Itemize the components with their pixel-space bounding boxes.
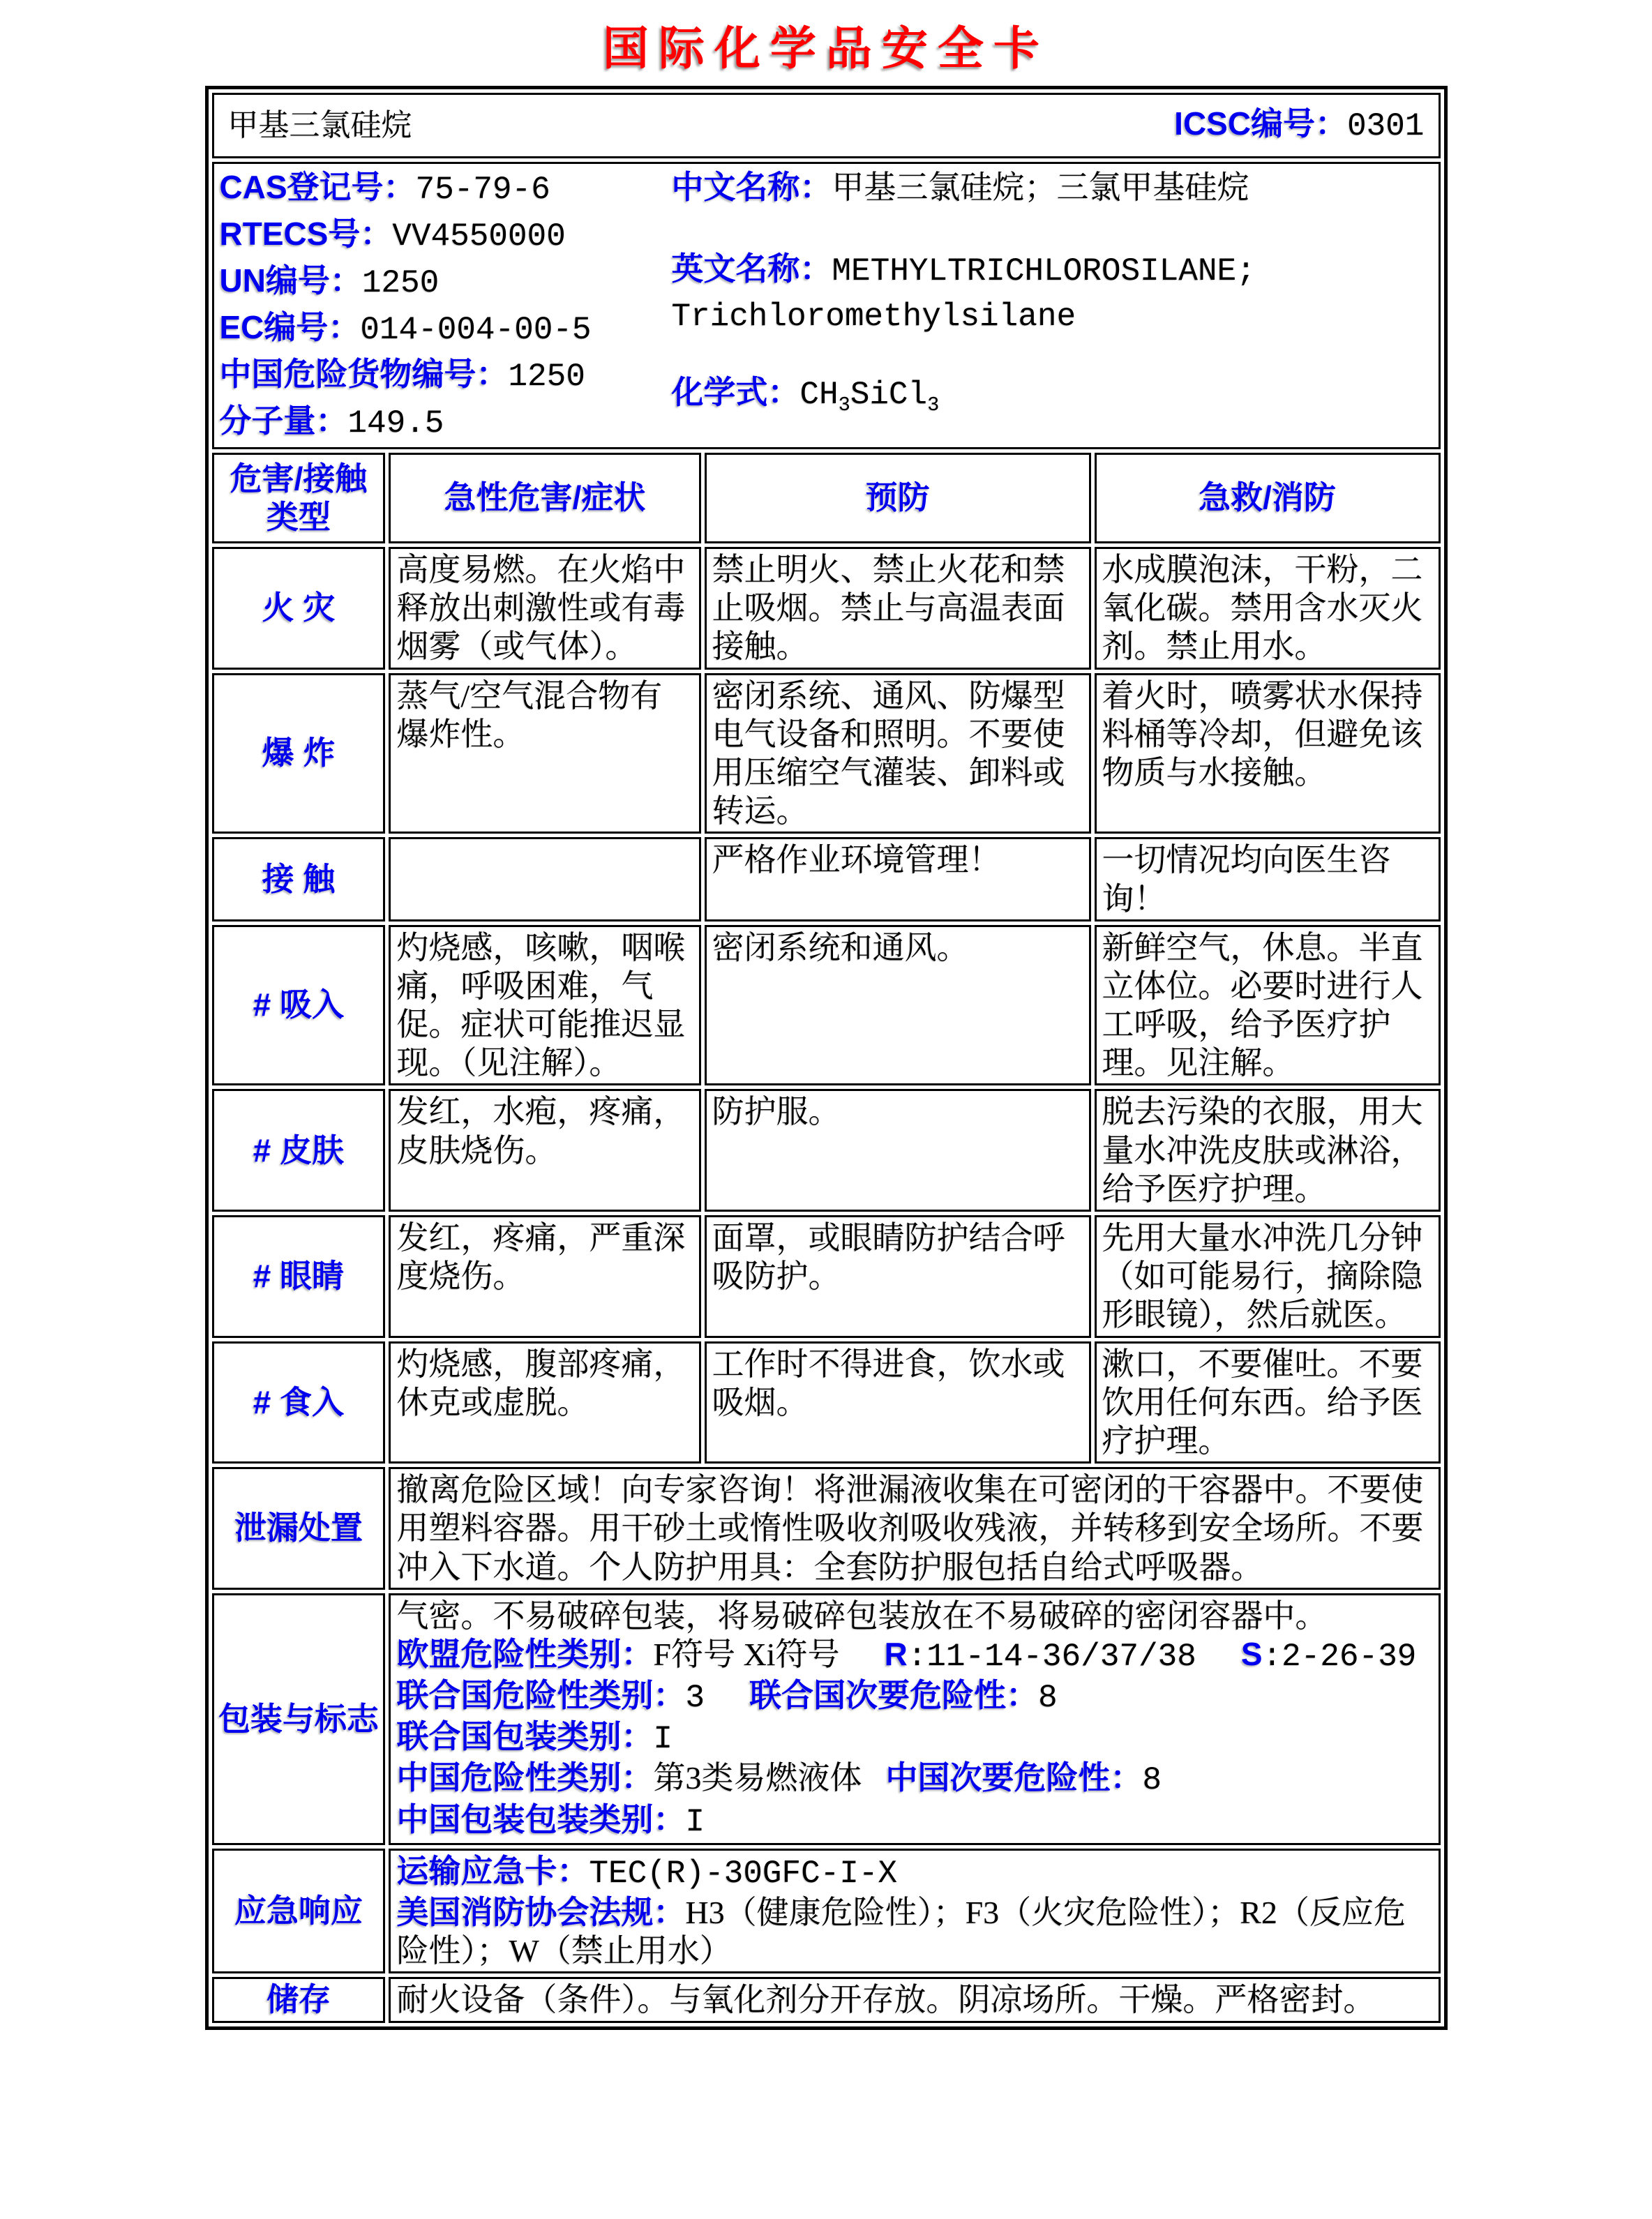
row-skin (212, 1089, 1441, 1212)
ingestion-acute: 灼烧感，腹部疼痛，休克或虚脱。 (389, 1341, 700, 1464)
explosion-acute: 蒸气/空气混合物有爆炸性。 (389, 673, 700, 834)
row-storage (212, 1977, 1441, 2022)
cn-class-label: 中国危险性类别： (396, 1759, 654, 1796)
packaging-line-sealing: 气密。不易破碎包装，将易破碎包装放在不易破碎的密闭容器中。 (396, 1597, 1328, 1634)
fire-prevention: 禁止明火、禁止火花和禁止吸烟。禁止与高温表面接触。 (705, 547, 1091, 670)
tec-card-label: 运输应急卡： (396, 1852, 590, 1889)
un-subsidiary-value: 8 (1038, 1680, 1058, 1717)
ingestion-response: 漱口，不要催吐。不要饮用任何东西。给予医疗护理。 (1095, 1341, 1441, 1464)
un-label: UN编号： (219, 262, 362, 299)
eyes-response: 先用大量水冲洗几分钟（如可能易行，摘除隐形眼镜），然后就医。 (1095, 1215, 1441, 1338)
row-eyes (212, 1215, 1441, 1338)
ec-number-line (220, 306, 672, 352)
inhalation-prevention: 密闭系统和通风。 (705, 925, 1091, 1086)
skin-response: 脱去污染的衣服，用大量水冲洗皮肤或淋浴，给予医疗护理。 (1095, 1089, 1441, 1212)
cn-subsidiary-value: 8 (1142, 1762, 1162, 1799)
en-name-value-2: Trichloromethylsilane (671, 299, 1076, 335)
row-packaging-labelling (212, 1593, 1441, 1845)
cn-dangerous-goods-line (220, 352, 672, 399)
card-title-row (212, 93, 1441, 158)
packaging-label: 包装与标志 (212, 1593, 386, 1845)
fire-response: 水成膜泡沫，干粉，二氧化碳。禁用含水灭火剂。禁止用水。 (1095, 547, 1441, 670)
emergency-line-nfpa (396, 1893, 1432, 1970)
packaging-line-eu (396, 1635, 1432, 1676)
eyes-label: # 眼睛 (212, 1215, 386, 1338)
icsc-card (205, 86, 1448, 2030)
rtecs-value: VV4550000 (392, 218, 566, 255)
fire-acute: 高度易燃。在火焰中释放出刺激性或有毒烟雾（或气体）。 (389, 547, 700, 670)
exposure-acute (389, 837, 700, 921)
inhalation-response: 新鲜空气，休息。半直立体位。必要时进行人工呼吸，给予医疗护理。见注解。 (1095, 925, 1441, 1086)
ec-label: EC编号： (219, 309, 361, 345)
eu-class-value: F符号 Xi符号 (653, 1636, 840, 1672)
cn-dg-value: 1250 (508, 359, 585, 395)
formula-value: $CH_3SiCl_3$ (799, 377, 940, 417)
packaging-line-un-class (396, 1676, 1432, 1717)
chemical-formula-line (672, 370, 1433, 416)
eyes-prevention: 面罩，或眼睛防护结合呼吸防护。 (705, 1215, 1091, 1338)
emergency-content (389, 1849, 1440, 1974)
un-pack-label: 联合国包装类别： (396, 1718, 654, 1755)
exposure-response: 一切情况均向医生咨询！ (1095, 837, 1441, 921)
english-name-line (672, 247, 1433, 338)
cn-pack-label: 中国包装包装类别： (396, 1800, 686, 1837)
en-name-value-1: METHYLTRICHLOROSILANE; (832, 253, 1256, 289)
un-class-label: 联合国危险性类别： (396, 1677, 686, 1714)
molecular-weight-line (220, 399, 672, 446)
chemical-name: 甲基三氯硅烷 (227, 107, 412, 142)
tec-card-value: TEC(R)-30GFC-I-X (589, 1855, 898, 1892)
exposure-label: 接 触 (212, 837, 386, 921)
row-exposure (212, 837, 1441, 921)
packaging-line-un-pack (396, 1717, 1432, 1759)
identifiers-right-column (672, 165, 1433, 446)
un-class-value: 3 (685, 1680, 705, 1717)
cn-name-label: 中文名称： (671, 169, 832, 205)
card-title-cell (212, 93, 1441, 158)
explosion-label: 爆 炸 (212, 673, 386, 834)
ingestion-label: # 食入 (212, 1341, 386, 1464)
chinese-name-line (672, 165, 1433, 209)
icsc-number-value: 0301 (1347, 108, 1425, 145)
row-inhalation (212, 925, 1441, 1086)
nfpa-value: H3（健康危险性）；F3（火灾危险性）；R2（反应危险性）；W（禁止用水） (396, 1895, 1406, 1969)
packaging-content (389, 1593, 1440, 1845)
fire-label: 火 灾 (212, 547, 386, 670)
s-phrases-label: S (1240, 1635, 1263, 1672)
skin-prevention: 防护服。 (705, 1089, 1091, 1212)
formula-label: 化学式： (671, 374, 800, 410)
hazard-header-row (212, 453, 1441, 543)
skin-acute: 发红，水疱，疼痛，皮肤烧伤。 (389, 1089, 700, 1212)
icsc-number-group (1174, 105, 1424, 146)
spill-label: 泄漏处置 (212, 1467, 386, 1590)
identifiers-cell (212, 162, 1441, 449)
emergency-label: 应急响应 (212, 1849, 386, 1974)
cn-dg-label: 中国危险货物编号： (219, 356, 509, 392)
r-phrases-label: R (884, 1635, 908, 1672)
header-prevention: 预防 (705, 453, 1091, 543)
explosion-response: 着火时，喷雾状水保持料桶等冷却，但避免该物质与水接触。 (1095, 673, 1441, 834)
row-spill-disposal (212, 1467, 1441, 1590)
cn-pack-value: I (685, 1803, 705, 1840)
un-subsidiary-label: 联合国次要危险性： (749, 1677, 1039, 1714)
cas-number-line (220, 165, 672, 212)
spill-text: 撤离危险区域！向专家咨询！将泄漏液收集在可密闭的干容器中。不要使用塑料容器。用干砂土或惰性吸收剂吸收残液，并转移到安全场所。不要冲入下水道。个人防护用具：全套防护服包括自给式呼吸器。 (389, 1467, 1440, 1590)
cas-value: 75-79-6 (415, 172, 550, 208)
un-pack-value: I (653, 1721, 673, 1758)
cas-label: CAS登记号： (219, 169, 416, 205)
header-first-aid-firefighting: 急救/消防 (1095, 453, 1441, 543)
row-explosion (212, 673, 1441, 834)
exposure-prevention: 严格作业环境管理！ (705, 837, 1091, 921)
row-ingestion (212, 1341, 1441, 1464)
s-phrases-value: :2-26-39 (1262, 1638, 1417, 1675)
packaging-line-cn-class (396, 1759, 1432, 1800)
rtecs-number-line (220, 212, 672, 259)
row-emergency-response (212, 1849, 1441, 1974)
emergency-line-tec (396, 1852, 1432, 1893)
nfpa-label: 美国消防协会法规： (396, 1894, 686, 1930)
un-number-line (220, 259, 672, 306)
header-acute-hazards: 急性危害/症状 (389, 453, 700, 543)
cn-subsidiary-label: 中国次要危险性： (885, 1759, 1143, 1796)
icsc-number-label: ICSC编号： (1174, 105, 1348, 142)
inhalation-label: # 吸入 (212, 925, 386, 1086)
cn-name-value: 甲基三氯硅烷；三氯甲基硅烷 (832, 170, 1249, 205)
ingestion-prevention: 工作时不得进食，饮水或吸烟。 (705, 1341, 1091, 1464)
ec-value: 014-004-00-5 (360, 312, 592, 348)
identifiers-left-column (220, 165, 672, 446)
identifiers-row (212, 162, 1441, 449)
row-fire (212, 547, 1441, 670)
explosion-prevention: 密闭系统、通风、防爆型电气设备和照明。不要使用压缩空气灌装、卸料或转运。 (705, 673, 1091, 834)
page-title: 国际化学品安全卡 (603, 22, 1049, 74)
mw-label: 分子量： (219, 403, 348, 439)
r-phrases-value: :11-14-36/37/38 (907, 1638, 1196, 1675)
un-value: 1250 (361, 265, 440, 301)
rtecs-label: RTECS号： (219, 216, 393, 252)
en-name-label: 英文名称： (671, 250, 832, 287)
storage-text: 耐火设备（条件）。与氧化剂分开存放。阴凉场所。干燥。严格密封。 (389, 1977, 1440, 2022)
mw-value: 149.5 (347, 405, 444, 442)
eyes-acute: 发红，疼痛，严重深度烧伤。 (389, 1215, 700, 1338)
cn-class-value: 第3类易燃液体 (653, 1760, 862, 1796)
eu-class-label: 欧盟危险性类别： (396, 1635, 654, 1672)
skin-label: # 皮肤 (212, 1089, 386, 1212)
header-hazard-type: 危害/接触 类型 (212, 453, 386, 543)
packaging-line-cn-pack (396, 1800, 1432, 1842)
inhalation-acute: 灼烧感，咳嗽，咽喉痛，呼吸困难，气促。症状可能推迟显现。（见注解）。 (389, 925, 700, 1086)
storage-label: 储存 (212, 1977, 386, 2022)
